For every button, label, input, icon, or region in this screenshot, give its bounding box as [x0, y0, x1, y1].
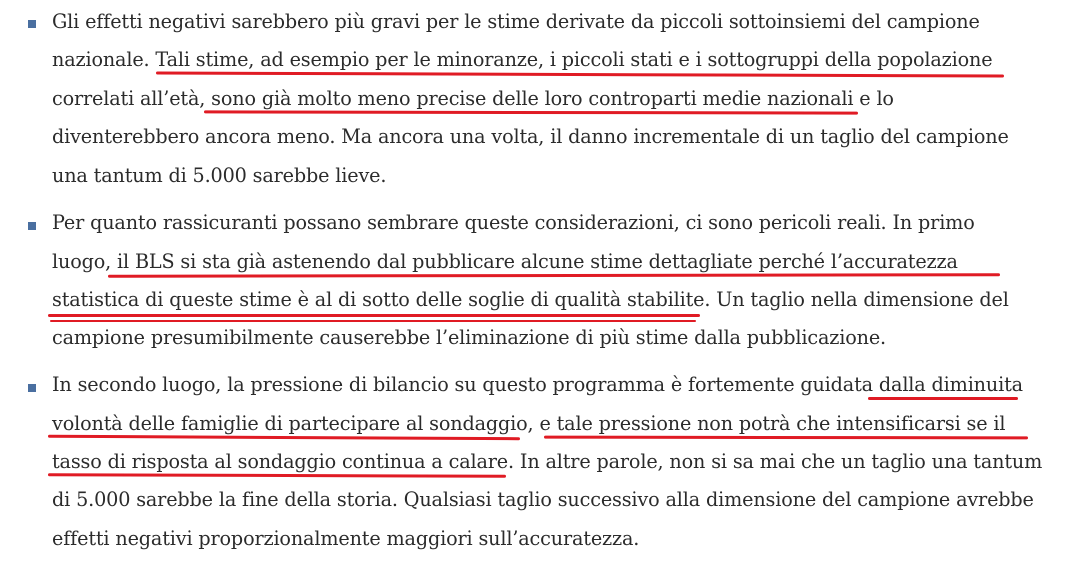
annotation-underline	[868, 397, 1018, 400]
paragraph-3-line-4: di 5.000 sarebbe la fine della storia. Qualsiasi taglio successivo alla dimensione del campione avrebbe	[52, 488, 1034, 511]
bullet-marker	[28, 222, 36, 230]
paragraph-2-line-1: Per quanto rassicuranti possano sembrare queste considerazioni, ci sono pericoli reali. In primo	[52, 211, 975, 234]
paragraph-3-line-2: volontà delle famiglie di partecipare al sondaggio, e tale pressione non potrà che intensificarsi se il	[52, 412, 1006, 435]
paragraph-3-line-1: In secondo luogo, la pressione di bilancio su questo programma è fortemente guidata dalla diminuita	[52, 373, 1023, 396]
paragraph-1-line-4: diventerebbero ancora meno. Ma ancora una volta, il danno incrementale di un taglio del campione	[52, 125, 1009, 148]
paragraph-2-line-4: campione presumibilmente causerebbe l’eliminazione di più stime dalla pubblicazione.	[52, 326, 886, 349]
paragraph-1-line-5: una tantum di 5.000 sarebbe lieve.	[52, 164, 387, 187]
annotation-underline	[50, 320, 696, 322]
bullet-marker	[28, 20, 36, 28]
paragraph-3-line-3: tasso di risposta al sondaggio continua a calare. In altre parole, non si sa mai che un taglio una tantum	[52, 450, 1043, 473]
annotation-underline	[48, 314, 700, 317]
bullet-marker	[28, 384, 36, 392]
paragraph-2-line-3: statistica di queste stime è al di sotto delle soglie di qualità stabilite. Un taglio nella dimensione del	[52, 288, 1009, 311]
annotation-underline	[48, 473, 506, 478]
annotation-underline	[108, 273, 1000, 278]
paragraph-1-line-1: Gli effetti negativi sarebbero più gravi per le stime derivate da piccoli sottoinsiemi del campione	[52, 10, 980, 33]
paragraph-1-line-2: nazionale. Tali stime, ad esempio per le minoranze, i piccoli stati e i sottogruppi della popolazione	[52, 48, 993, 71]
paragraph-1-line-3: correlati all’età, sono già molto meno precise delle loro controparti medie nazionali e lo	[52, 87, 894, 110]
paragraph-3-line-5: effetti negativi proporzionalmente maggiori sull’accuratezza.	[52, 527, 640, 550]
paragraph-2-line-2: luogo, il BLS si sta già astenendo dal pubblicare alcune stime dettagliate perché l’accuratezza	[52, 250, 958, 273]
